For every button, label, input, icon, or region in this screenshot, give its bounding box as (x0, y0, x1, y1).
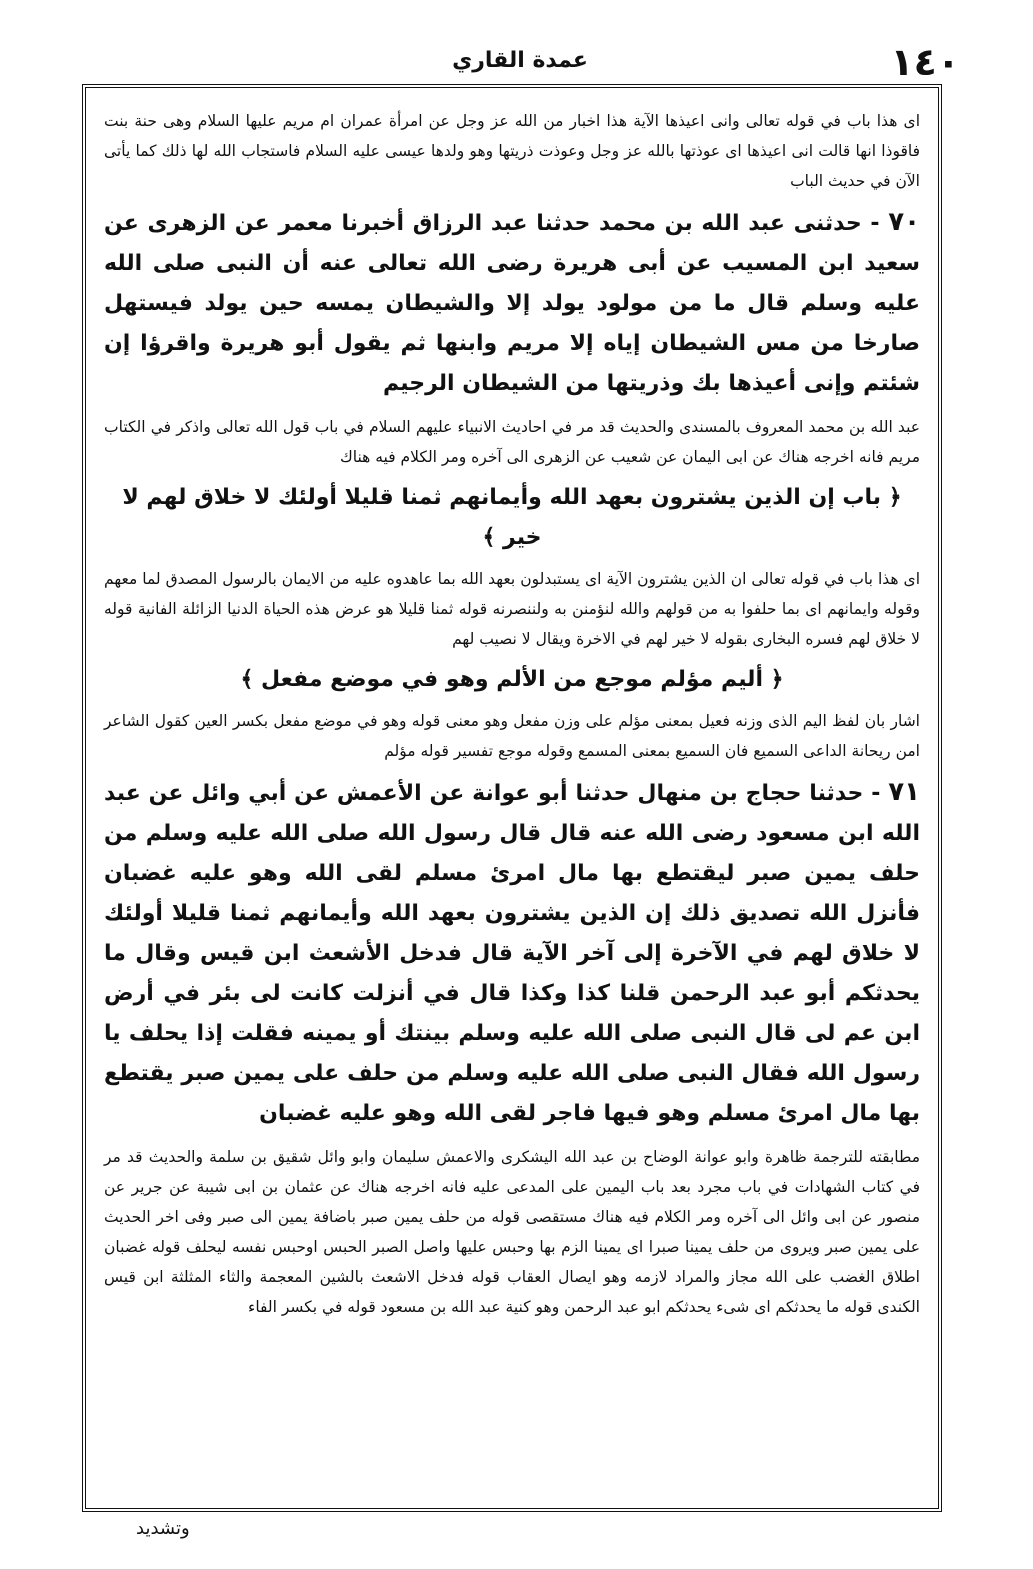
ornament-bracket-open: ﴿ (762, 667, 784, 692)
ornament-bracket-open: ﴿ (881, 485, 902, 510)
hadith-number: ٧٠ (888, 207, 920, 237)
ornament-bracket-close: ﴾ (240, 667, 261, 692)
catchword: وتشديد (136, 1518, 190, 1539)
hadith-number: ٧١ (888, 777, 920, 807)
hadith-text: حدثنى عبد الله بن محمد حدثنا عبد الرزاق أخبرنا معمر عن الزهرى عن سعيد ابن المسيب عن أبى هريرة رضى الله تعالى عنه أن النبى صلى الله عليه وسلم قال ما من مولود يولد إلا والشيطان يمسه حين يولد فيستهل صارخا من مس الشيطان إياه إلا مريم وابنها ثم يقول أبو هريرة واقرؤا إن شئتم وإنى أعيذها بك وذريتها من الشيطان الرجيم (104, 211, 920, 396)
hadith-text: حدثنا حجاج بن منهال حدثنا أبو عوانة عن الأعمش عن أبي وائل عن عبد الله ابن مسعود رضى الله عنه قال قال رسول الله صلى الله عليه وسلم من حلف يمين صبر ليقتطع بها مال امرئ مسلم لقى الله وهو عليه غضبان فأنزل الله تصديق ذلك إن الذين يشترون بعهد الله وأيمانهم ثمنا قليلا أولئك لا خلاق لهم في الآخرة إلى آخر الآية قال فدخل الأشعث ابن قيس وقال ما يحدثكم أبو عبد الرحمن قلنا كذا وكذا قال في أنزلت كانت لى بئر في أرض ابن عم لى قال النبى صلى الله عليه وسلم بينتك أو يمينه فقلت إذا يحلف يا رسول الله فقال النبى صلى الله عليه وسلم من حلف على يمين صبر يقتطع بها مال امرئ مسلم وهو فيها فاجر لقى الله وهو عليه غضبان (104, 781, 920, 1126)
commentary-paragraph: اى هذا باب في قوله تعالى ان الذين يشترون الآية اى يستبدلون بعهد الله بما عاهدوه عليه من الايمان بالرسول المصدق لما معهم وقوله وايمانهم اى بما حلفوا به من قولهم والله لنؤمنن به ولننصرنه قوله ثمنا قليلا هو عرض هذه الحياة الدنيا الزائلة الفانية قوله لا خلاق لهم فسره البخارى بقوله لا خير لهم في الاخرة ويقال لا نصيب لهم (104, 570, 920, 648)
chapter-heading (104, 478, 920, 558)
commentary-paragraph: عبد الله بن محمد المعروف بالمسندى والحديث قد مر في احاديث الانبياء عليهم السلام في باب قول الله تعالى واذكر في الكتاب مريم فانه اخرجه هناك عن ابى اليمان عن شعيب عن الزهرى الى آخره ومر الكلام فيه هناك (104, 418, 920, 466)
text-frame (82, 84, 942, 1512)
commentary-paragraph: اى هذا باب في قوله تعالى وانى اعيذها الآية هذا اخبار من الله عز وجل عن امرأة عمران ام مريم عليها السلام وهى حنة بنت فاقوذا انها قالت انى اعيذها اى عوذتها بالله عز وجل وعوذت ذريتها وهو ولدها عيسى عليه السلام فاستجاب الله لها ذلك كما يأتى الآن في حديث الباب (104, 112, 920, 190)
ornament-bracket-close: ﴾ (482, 525, 504, 550)
hadith-paragraph: ٧١ - حدثنا حجاج بن منهال حدثنا أبو عوانة عن الأعمش عن أبي وائل عن عبد الله ابن مسعود رضى الله عنه قال قال رسول الله صلى الله عليه وسلم من حلف يمين صبر ليقتطع بها مال امرئ مسلم لقى الله وهو عليه غضبان فأنزل الله تصديق ذلك إن الذين يشترون بعهد الله وأيمانهم ثمنا قليلا أولئك لا خلاق لهم في الآخرة إلى آخر الآية قال فدخل الأشعث ابن قيس وقال ما يحدثكم أبو عبد الرحمن قلنا كذا وكذا قال في أنزلت كانت لى بئر في أرض ابن عم لى قال النبى صلى الله عليه وسلم بينتك أو يمينه فقلت إذا يحلف يا رسول الله فقال النبى صلى الله عليه وسلم من حلف على يمين صبر يقتطع بها مال امرئ مسلم وهو فيها فاجر لقى الله وهو عليه غضبان (104, 777, 920, 1126)
commentary-paragraph: مطابقته للترجمة ظاهرة وابو عوانة الوضاح بن عبد الله اليشكرى والاعمش سليمان وابو وائل شقيق بن سلمة والحديث قد مر في كتاب الشهادات في باب مجرد بعد باب اليمين على المدعى عليه فانه اخرجه هناك عن عثمان بن ابى شيبة عن جرير عن منصور عن ابى وائل الى آخره ومر الكلام فيه هناك مستقصى قوله من حلف يمين صبر باضافة يمين الى صبر وفى اخر الحديث على يمين صبر ويروى من حلف يمينا صبرا اى يمينا الزم بها وحبس عليها واصل الصبر الحبس اوحبس نفسه ليحلف قوله غضبان اطلاق الغضب على الله مجاز والمراد لازمه وهو ايصال العقاب قوله فدخل الاشعث بالشين المعجمة والثاء المثلثة ابن قيس الكندى قوله ما يحدثكم اى شىء يحدثكم ابو عبد الرحمن وهو كنية عبد الله بن مسعود قوله في بكسر الفاء (104, 1148, 920, 1316)
page-number: ١٤٠ (890, 40, 960, 84)
commentary-paragraph: اشار بان لفظ اليم الذى وزنه فعيل بمعنى مؤلم على وزن مفعل وهو معنى قوله وهو في موضع مفعل بكسر العين كقول الشاعر امن ريحانة الداعى السميع فان السميع بمعنى المسمع وقوله موجع تفسير قوله مؤلم (104, 712, 920, 760)
hadith-paragraph: ٧٠ - حدثنى عبد الله بن محمد حدثنا عبد الرزاق أخبرنا معمر عن الزهرى عن سعيد ابن المسيب عن أبى هريرة رضى الله تعالى عنه أن النبى صلى الله عليه وسلم قال ما من مولود يولد إلا والشيطان يمسه حين يولد فيستهل صارخا من مس الشيطان إياه إلا مريم وابنها ثم يقول أبو هريرة واقرؤا إن شئتم وإنى أعيذها بك وذريتها من الشيطان الرجيم (104, 207, 920, 396)
chapter-heading-text: باب إن الذين يشترون بعهد الله وأيمانهم ثمنا قليلا أولئك لا خلاق لهم لا خير (122, 485, 882, 550)
chapter-heading-text: أليم مؤلم موجع من الألم وهو في موضع مفعل (261, 667, 763, 692)
page-header (80, 40, 960, 90)
chapter-heading (104, 660, 920, 700)
running-title: عمدة القاري (452, 48, 588, 73)
